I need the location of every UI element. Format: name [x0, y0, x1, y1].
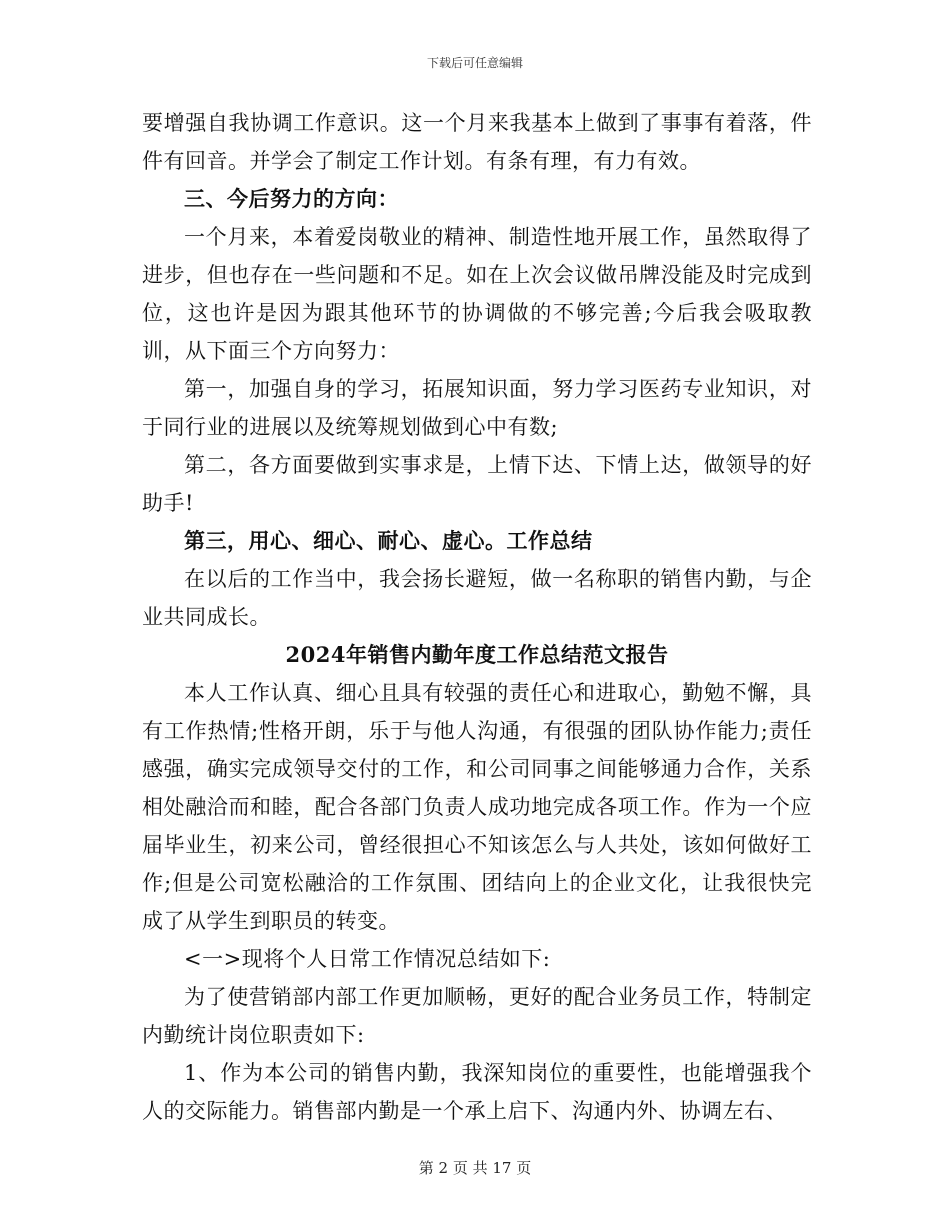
heading-third-point: 第三，用心、细心、耐心、虚心。工作总结 — [184, 528, 593, 553]
paragraph-first-point: 第一，加强自身的学习，拓展知识面，努力学习医药专业知识，对于同行业的进展以及统筹规划做到心中有数; — [142, 377, 812, 439]
heading-future-direction: 三、今后努力的方向： — [184, 186, 399, 211]
paragraph-responsibilities-intro: 为了使营销部内部工作更加顺畅，更好的配合业务员工作，特制定内勤统计岗位职责如下: — [142, 985, 812, 1047]
paragraph-self-assessment: 本人工作认真、细心且具有较强的责任心和进取心，勤勉不懈，具有工作热情;性格开朗，乐于与他人沟通，有很强的团队协作能力;责任感强，确实完成领导交付的工作，和公司同事之间能够通力合作，关系相处融洽而和睦，配合各部门负责人成功地完成各项工作。作为一个应届毕业生，初来公司，曾经很担心不知该怎么与人共处，该如何做好工作;但是公司宽松融洽的工作氛围、团结向上的企业文化，让我很快完成了从学生到职员的转变。 — [142, 681, 812, 933]
paragraph-future-work: 在以后的工作当中，我会扬长避短，做一名称职的销售内勤，与企业共同成长。 — [142, 567, 812, 629]
paragraph-second-point: 第二，各方面要做到实事求是，上情下达、下情上达，做领导的好助手! — [142, 453, 812, 515]
paragraph-coordination: 要增强自我协调工作意识。这一个月来我基本上做到了事事有着落，件件有回音。并学会了制定工作计划。有条有理，有力有效。 — [142, 111, 812, 173]
paragraph-one-month: 一个月来，本着爱岗敬业的精神、制造性地开展工作，虽然取得了进步，但也存在一些问题和不足。如在上次会议做吊牌没能及时完成到位，这也许是因为跟其他环节的协调做的不够完善;今后我会吸取教训，从下面三个方向努力： — [142, 225, 812, 363]
paragraph-daily-summary-intro: <一>现将个人日常工作情况总结如下: — [184, 947, 551, 971]
paragraph-responsibility-1: 1、作为本公司的销售内勤，我深知岗位的重要性，也能增强我个人的交际能力。销售部内勤是一个承上启下、沟通内外、协调左右、 — [142, 1061, 812, 1123]
document-title: 2024年销售内勤年度工作总结范文报告 — [285, 642, 669, 667]
page-header-note: 下载后可任意编辑 — [426, 56, 523, 70]
page-number-footer: 第 2 页 共 17 页 — [418, 1159, 532, 1177]
document-body — [142, 104, 812, 1130]
